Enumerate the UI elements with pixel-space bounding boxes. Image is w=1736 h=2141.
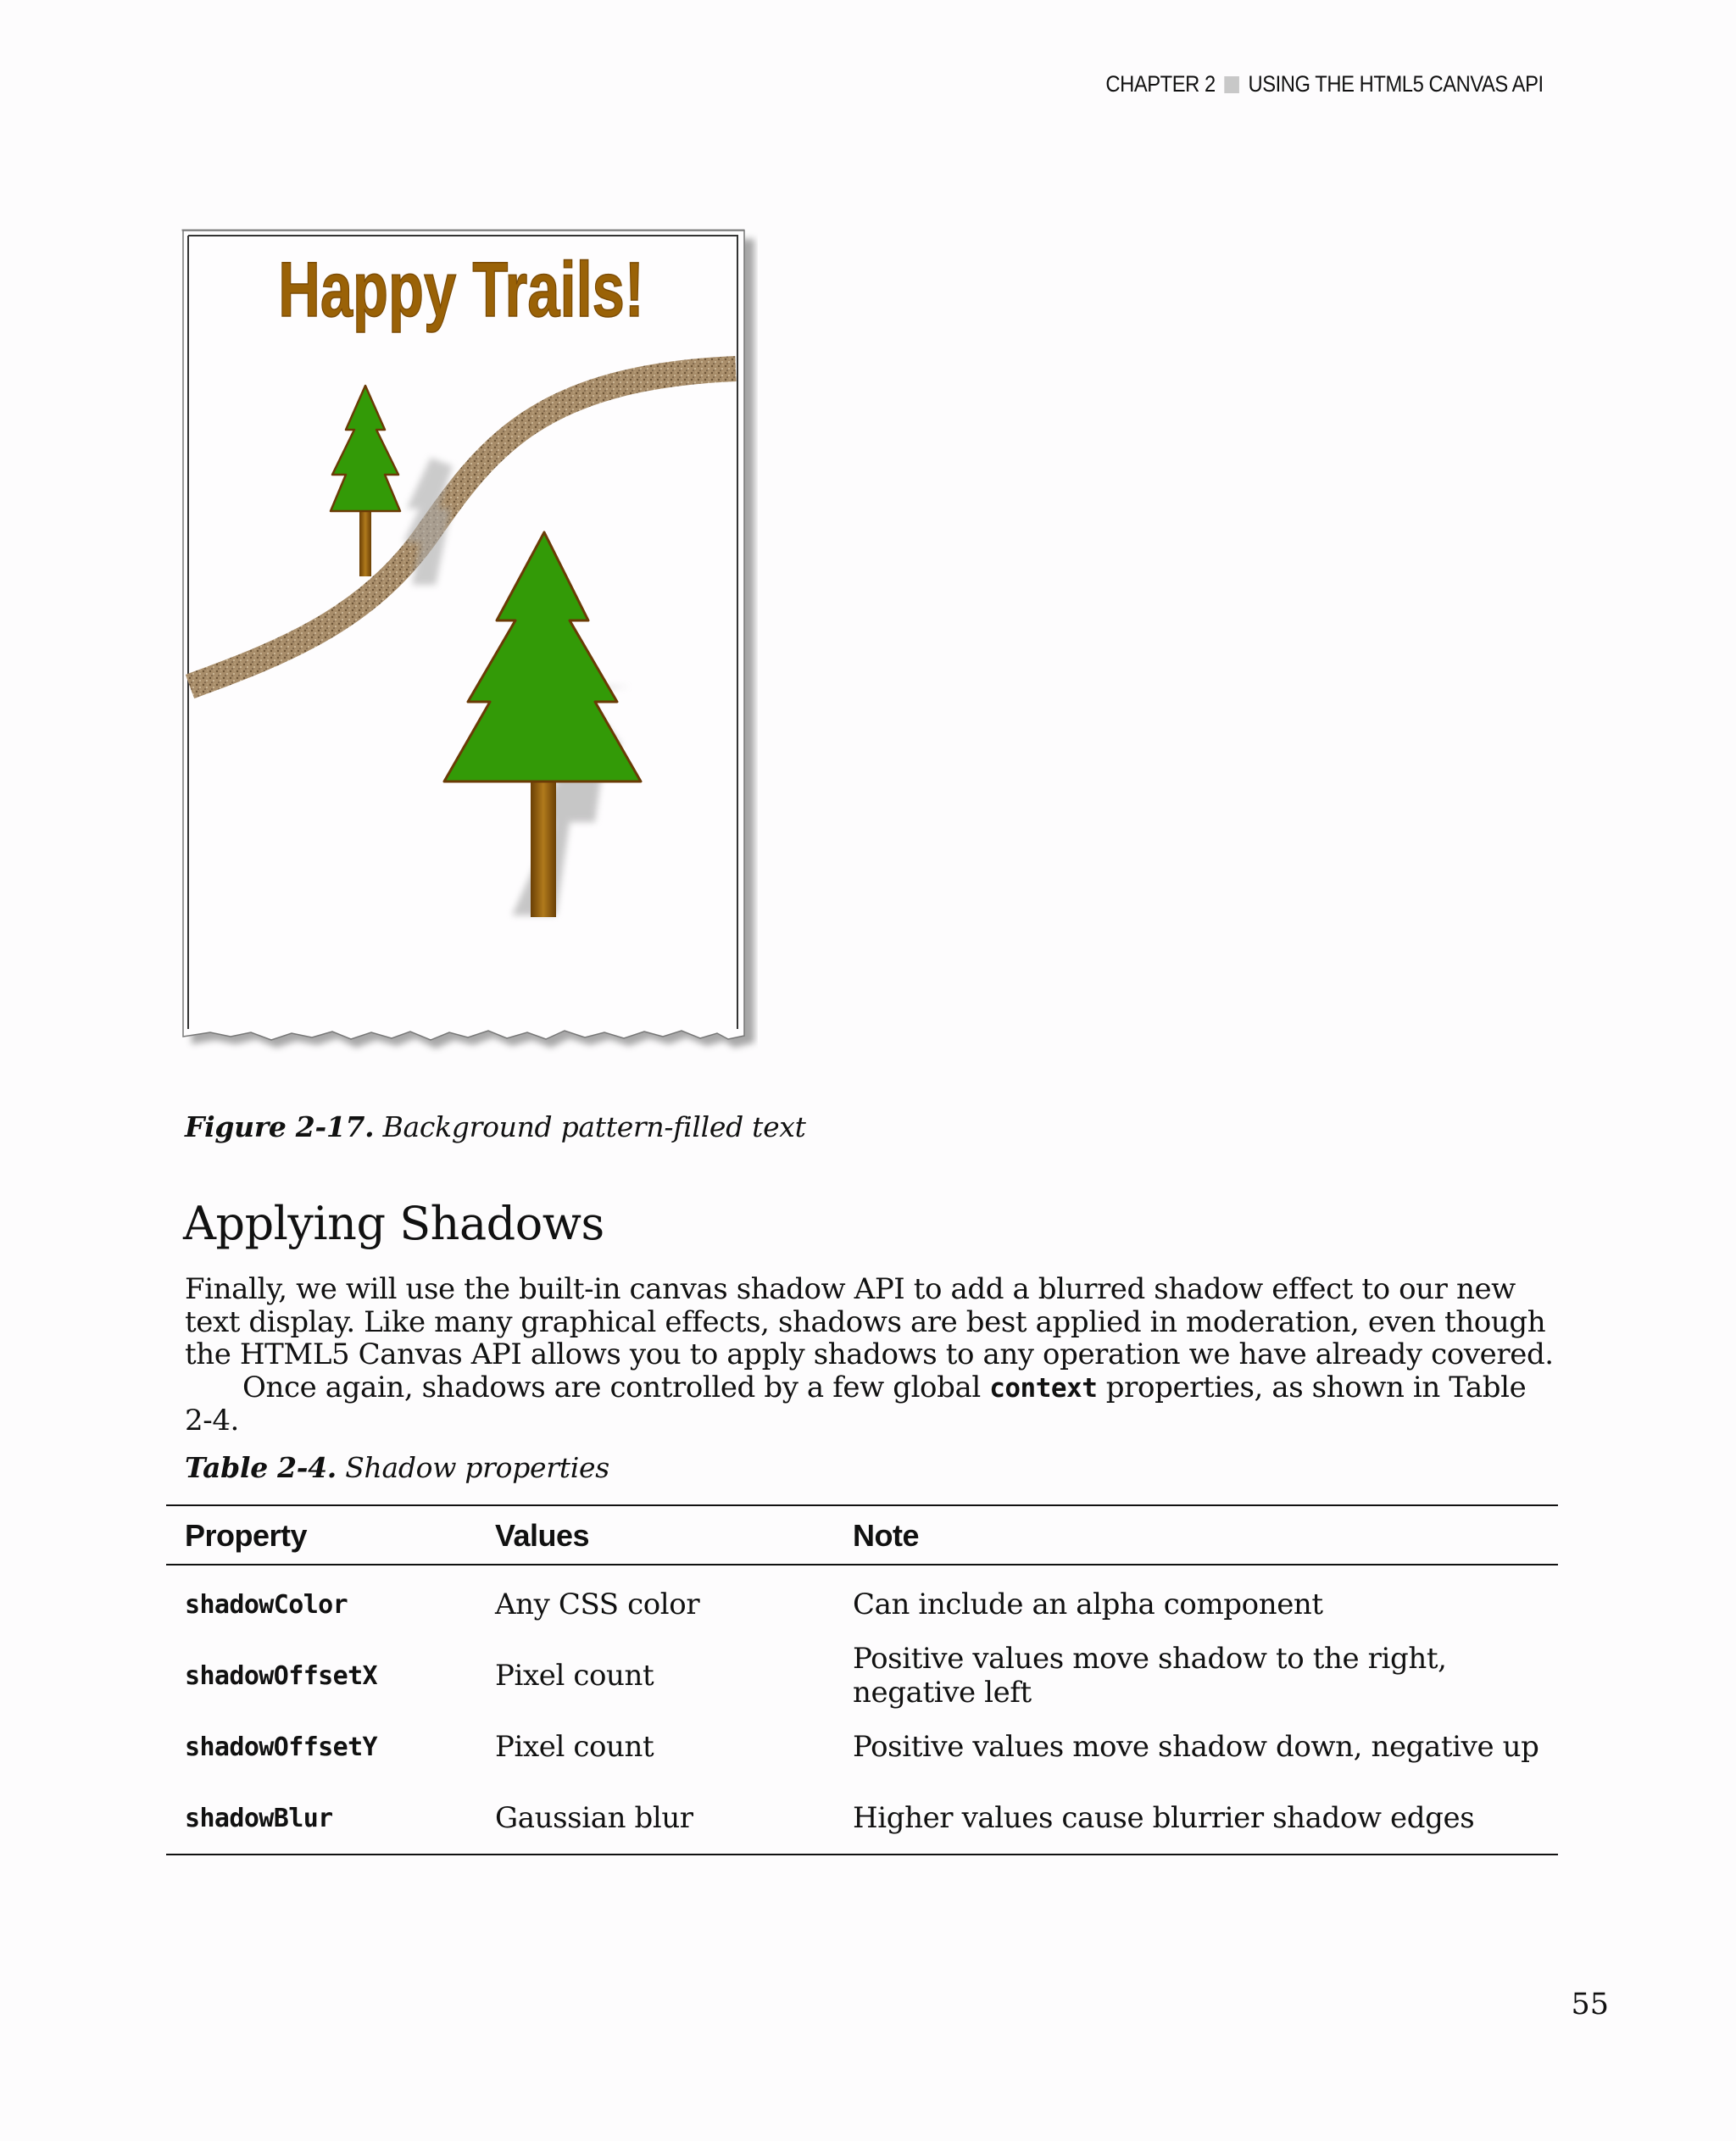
- paragraph-1: Finally, we will use the built-in canvas shadow API to add a blurred shadow effect to our new text display. Like many graphical effects, shadows are best applied in moderation, even though the HTML5 Canvas API allows you to apply shadows to any operation we have already covered.: [185, 1272, 1554, 1371]
- table-caption: [185, 1451, 609, 1484]
- values-cell: Gaussian blur: [495, 1801, 693, 1835]
- section-heading: Applying Shadows: [183, 1197, 604, 1250]
- header-property: Property: [185, 1518, 308, 1553]
- body-text: [185, 1273, 1558, 1438]
- note-cell: Can include an alpha component: [853, 1588, 1323, 1621]
- running-head: [1106, 71, 1544, 97]
- values-cell: Pixel count: [495, 1730, 654, 1764]
- inline-code-context: context: [989, 1372, 1098, 1404]
- torn-page: [183, 231, 744, 1040]
- header-values: Values: [495, 1518, 590, 1553]
- note-cell: Positive values move shadow down, negative up: [853, 1730, 1539, 1764]
- happy-trails-illustration: [181, 229, 758, 1059]
- table-caption-label: Table 2-4.: [185, 1451, 337, 1484]
- note-cell: Positive values move shadow to the right, negative left: [853, 1642, 1447, 1710]
- figure-caption-text: Background pattern-filled text: [382, 1110, 806, 1143]
- page-number: 55: [1571, 1988, 1609, 2021]
- table-caption-text: Shadow properties: [345, 1451, 609, 1484]
- running-head-title: USING THE HTML5 CANVAS API: [1248, 71, 1544, 97]
- running-head-chapter: CHAPTER 2: [1105, 71, 1216, 97]
- table-row: [166, 1782, 1558, 1855]
- table-header-row: [166, 1505, 1558, 1565]
- property-cell: shadowBlur: [185, 1803, 333, 1833]
- property-cell: shadowOffsetY: [185, 1732, 377, 1762]
- values-cell: Any CSS color: [495, 1588, 700, 1621]
- paragraph-2-before: Once again, shadows are controlled by a few global: [242, 1370, 990, 1404]
- table-row: [166, 1565, 1558, 1640]
- table-row: [166, 1640, 1558, 1711]
- property-cell: shadowColor: [185, 1589, 348, 1620]
- paragraph-2-after: properties, as shown in Table 2-4.: [185, 1370, 1527, 1438]
- separator-square-icon: [1225, 76, 1240, 93]
- paragraph-2: [185, 1371, 1558, 1438]
- table-row: [166, 1711, 1558, 1782]
- figure-caption-label: Figure 2-17.: [185, 1110, 375, 1143]
- note-cell: Higher values cause blurrier shadow edges: [853, 1801, 1475, 1835]
- header-note: Note: [853, 1518, 919, 1553]
- happy-trails-text: Happy Trails!: [278, 245, 644, 333]
- figure-caption: [185, 1110, 806, 1143]
- figure-image: [181, 229, 758, 1059]
- shadow-properties-table: [166, 1504, 1558, 1855]
- values-cell: Pixel count: [495, 1659, 654, 1693]
- property-cell: shadowOffsetX: [185, 1660, 377, 1691]
